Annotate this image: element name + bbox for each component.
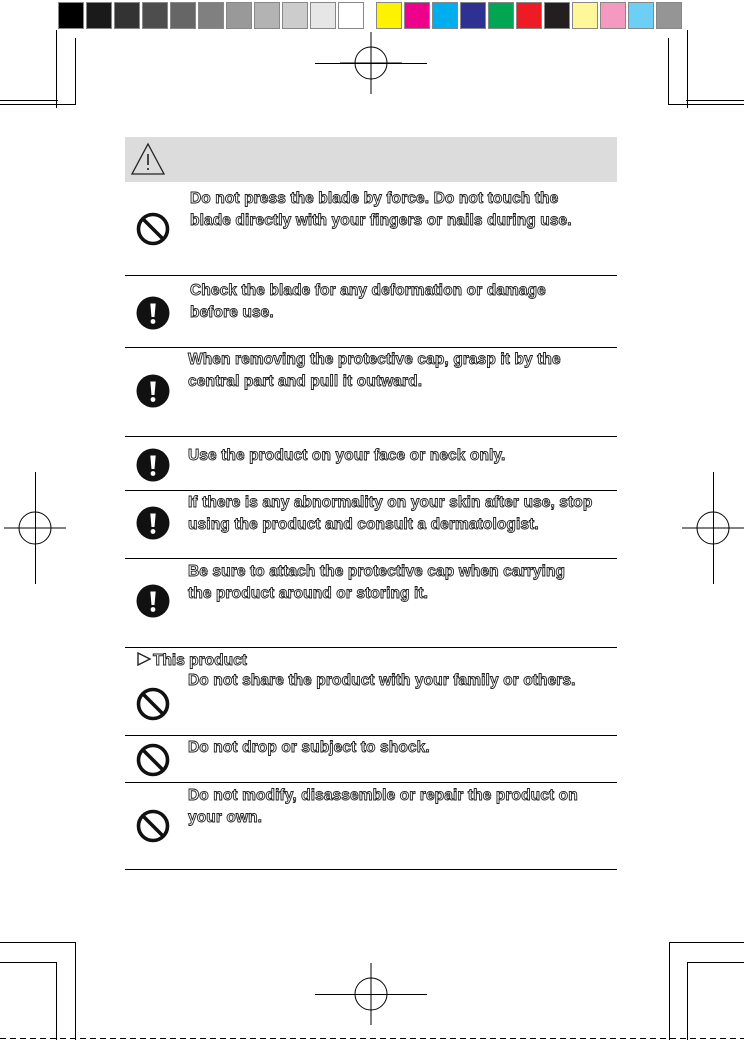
color-swatch-9 [628,2,654,29]
gray-swatch-5 [198,2,224,29]
prohibition-icon [136,809,170,843]
section-label-this-product [137,652,247,670]
gray-swatch-8 [282,2,308,29]
caution-item [125,437,617,491]
caution-item [125,670,617,736]
mandatory-icon [136,584,170,618]
caution-item [125,559,617,648]
play-triangle-icon [137,652,151,666]
gray-swatch-0 [58,2,84,29]
color-swatch-6 [544,2,570,29]
color-swatch-0 [376,2,402,29]
section-label-text: This product [153,652,247,669]
gray-swatch-10 [338,2,364,29]
caution-text-line: before use. [190,304,274,321]
caution-text-line: Use the product on your face or neck only. [188,447,506,464]
gray-swatch-1 [86,2,112,29]
mandatory-icon [136,448,170,482]
caution-text-line: When removing the protective cap, grasp it by the [188,351,561,368]
caution-text-line: blade directly with your fingers or nails during use. [190,212,572,229]
gray-swatch-4 [170,2,196,29]
caution-text-line: Be sure to attach the protective cap when carrying [188,563,566,580]
caution-text-line: Do not drop or subject to shock. [188,739,430,756]
warning-triangle-icon [130,141,166,177]
gray-swatch-9 [310,2,336,29]
color-swatch-4 [488,2,514,29]
caution-text-line: Do not press the blade by force. Do not touch the [190,190,559,207]
color-swatch-8 [600,2,626,29]
color-swatch-10 [656,2,682,29]
prohibition-icon [136,212,170,246]
color-swatch-3 [460,2,486,29]
color-swatch-1 [404,2,430,29]
prohibition-icon [136,743,170,777]
color-swatch-5 [516,2,542,29]
caution-text-line: Check the blade for any deformation or damage [190,282,546,299]
caution-text-line: your own. [188,809,263,826]
caution-item [125,276,617,348]
caution-text-line: Do not share the product with your family or others. [188,672,576,689]
prohibition-icon [136,687,170,721]
gray-swatch-2 [114,2,140,29]
caution-text-line: Do not modify, disassemble or repair the product on [188,787,578,804]
caution-text-line: central part and pull it outward. [188,373,423,390]
caution-item [125,348,617,437]
caution-header-bar [125,137,617,182]
caution-text-line: If there is any abnormality on your skin after use, stop [188,494,593,511]
color-swatch-2 [432,2,458,29]
mandatory-icon [136,374,170,408]
caution-item [125,736,617,783]
caution-text-line: using the product and consult a dermatologist. [188,516,539,533]
caution-item [125,783,617,870]
mandatory-icon [136,296,170,330]
gray-swatch-6 [226,2,252,29]
caution-item [125,491,617,559]
caution-item [125,182,617,276]
gray-swatch-3 [142,2,168,29]
caution-text-line: the product around or storing it. [188,585,429,602]
color-swatch-7 [572,2,598,29]
mandatory-icon [136,506,170,540]
gray-swatch-7 [254,2,280,29]
